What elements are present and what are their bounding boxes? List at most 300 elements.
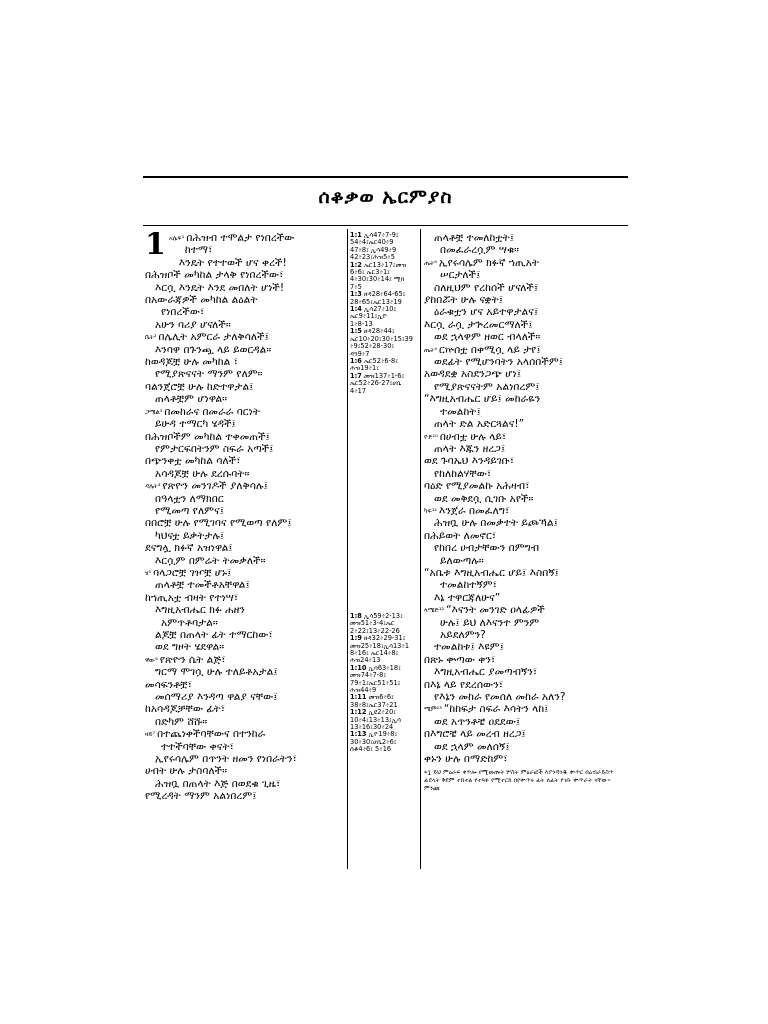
left-verse-line [145,765,345,777]
cross-reference-line [350,232,416,239]
right-verse-line [424,517,628,529]
verse-text: ወደፊት የሚሆንባትን አላሰበችም፤ [434,356,564,369]
verse-text: በመፈራረሷም ሣቁ። [440,244,520,257]
left-verse-line [145,331,345,343]
title-rule [143,225,628,226]
verse-text: ኢየሩሳሌም ክፉኛ ኀጢአት [438,256,540,269]
right-verse-line [424,257,628,269]
verse-text: ሁሉ፤ ይህ ለእናንተ ምንም [440,616,540,629]
left-verse-line [145,294,345,306]
verse-text: እኔ ተዋርጃለሁና” [434,591,501,604]
cross-reference-line [350,388,416,395]
cross-reference-line [350,731,416,738]
verse-text: አምጥቶባታል። [161,616,218,629]
cross-reference-text: መዝ51፥3-4፤ኤር [350,620,395,628]
verse-text: ተመልከት፤ [440,405,481,418]
cross-reference-text: 4፥30፤30፥14፤ ሚክ [350,276,405,284]
verse-text: የሚያጽናናትም አልነበረም፤ [434,380,540,393]
left-verse-line [145,716,345,728]
cross-reference-line [350,694,416,701]
verse-text: በጭንቀቷ መካከል ሳለች፣ [145,455,241,468]
verse-text: ይለውጣሉ። [440,554,484,567]
right-verse-line [424,306,628,318]
verse-text: መሳፍንቶቿ፣ [145,678,192,691]
verse-text: የነበረችው፣ [161,306,205,319]
cross-reference-line [350,665,416,672]
verse-text: ያከበሯት ሁሉ ናቋት፤ [424,294,504,307]
verse-text: እንባዋ በጉንጯ ላይ ይወርዳል። [155,343,272,356]
left-verse-line [145,641,345,653]
verse-text: በእኔ ላይ የደረሰውን፣ [424,678,504,691]
cross-reference-text: ዘዳ32፥29-31፤ [363,635,406,643]
cross-reference-text: ኢዮ19፥8፤ [368,731,398,739]
verse-text: መሰማሪያ እንዳጣ ዋልያ ናቸው፤ [155,691,278,704]
cross-reference-text: ኤር10፥20፤30፥15፤39 [350,335,413,343]
verse-text: እግዚአብሔር ያመጣብኝን፣ [434,666,538,679]
left-verse-line [145,753,345,765]
left-verse-line [145,778,345,790]
right-text-column [424,232,628,842]
cross-reference-line [350,336,416,343]
right-verse-line [424,393,628,405]
left-verse-line [145,654,345,666]
cross-reference-text: መዝ6፥6፤ [368,694,394,702]
cross-reference-text: 38፥8፤ኤር37፥21 [350,701,398,709]
verse-text: ይሁዳ ተማርካ ሄዳች፤ [155,418,236,431]
left-verse-line [145,368,345,380]
verse-text: በሕዝብ ተሞልታ የነበረችው [186,232,295,244]
right-verse-line [424,530,628,542]
verse-number: ዛይ⁷ [145,730,156,739]
left-verse-line [169,232,345,244]
book-title: ሰቆቃወ ኤርምያስ [318,186,453,208]
column-divider-right [420,229,421,869]
left-verse-line [145,691,345,703]
chapter-number: 1 [145,232,166,262]
cross-reference-line [350,351,416,358]
verse-text: ርኵሰቷ በቀሚሷ ላይ ታየ፤ [439,343,541,356]
verse-text: “እግዚአብሔር ሆይ፤ መከራዬን [424,393,541,406]
cross-reference-line [350,276,416,283]
right-verse-line [424,666,628,678]
verse-text: ወደ ጉባኤህ እንዳይገቡ፣ [424,455,515,468]
verse-text: ወደ ኋላዋም ዘወር ብላለች። [434,331,541,344]
verse-text: ሕዝቧ በጠላት እጅ በወደቁ ጊዜ፣ [155,777,281,790]
right-verse-line [424,641,628,653]
cross-reference-text: ኤር13፥17፤መዝ [363,261,407,269]
cross-reference-verse: 1:8 [350,612,362,620]
right-verse-line [424,468,628,480]
cross-refs-top [350,232,416,395]
left-verse-line [145,344,345,356]
cross-reference-verse: 1:11 [350,694,367,702]
verse-text: ኢየሩሳሌም በጥንት ዘመን የነበራትን፣ [155,753,297,766]
right-verse-line [424,319,628,331]
verse-number: ሄ⁵ [145,568,152,577]
cross-reference-text: 7፥5 [350,283,362,291]
verse-text: ደናግሏ ክፉኛ አዝነዋል፤ [145,542,233,555]
cross-reference-text: 13፥16፤30፥24 [350,724,394,732]
cross-reference-line [350,643,416,650]
verse-text: የሚያጽናናት ማንም የለም። [155,368,263,381]
cross-reference-text: 47፥8፤ ኢሳ49፥9 [350,246,397,254]
left-verse-line [145,579,345,591]
left-text-column [145,232,345,842]
cross-reference-text: 28፥65፤ኤር13፥19 [350,298,402,306]
verse-text: በሕዝቦችም መካከል ተቀመጠች፤ [145,430,270,443]
left-verse-line [145,356,345,368]
cross-reference-text: ሰቆ4፥6፤ 5፥16 [350,746,392,754]
right-verse-line [424,406,628,418]
cross-reference-line [350,380,416,387]
verse-text: በበሮቿ ሁሉ የሚገባና የሚወጣ የለም፤ [145,517,292,530]
cross-reference-verse: 1:2 [350,261,362,269]
verse-text: በመከራና በመራራ ባርነት [164,405,261,418]
verse-text: ከወዳጆቿ ሁሉ መካከል ፣ [145,356,238,369]
cross-reference-line [350,709,416,716]
cross-reference-text: 4፥17 [350,387,367,395]
cross-reference-line [350,358,416,365]
verse-text: ግርማ ሞገሷ ሁሉ ተለይቶአታል፤ [155,666,278,679]
verse-number: ዳሌት⁴ [145,482,161,491]
cross-reference-text: ኤር9፥11፤ኢዮ [350,313,388,321]
cross-reference-text: 79፥1፤ኤር51፥51፤ [350,679,401,687]
verse-number: ላሜድ¹² [424,606,445,615]
verse-text: እርሷም በምሬት ትመቃለች። [155,554,266,567]
cross-reference-line [350,717,416,724]
cross-reference-verse: 1:5 [350,328,362,336]
verse-text: ዕራቁቷን ሆና አይተዋታልና፤ [434,306,539,319]
cross-reference-line [350,373,416,380]
cross-reference-text: መዝ74፥7-8፤ [350,672,387,680]
left-verse-line [169,257,345,269]
right-verse-line [424,728,628,740]
left-verse-line [145,703,345,715]
verse-text: ተመልከቱ፤ እዩም፤ [434,641,504,654]
right-verse-line [424,282,628,294]
verse-text: ወደ ኋላም መለሰኝ፤ [434,740,510,753]
left-verse-line [145,517,345,529]
cross-reference-line [350,650,416,657]
left-verse-line [145,431,345,443]
right-verse-line [424,604,628,616]
cross-reference-line [350,239,416,246]
cross-reference-text: ኢሳ27፥10፤ [363,306,397,314]
verse-text: የጽዮን መንገዶች ያለቅሳሉ፤ [162,480,268,493]
right-verse-line [424,505,628,517]
cross-reference-line [350,724,416,731]
right-verse-line [424,368,628,380]
cross-reference-text: 8፥16፤ ኤር14፥8፤ [350,649,399,657]
cross-reference-line [350,254,416,261]
left-verse-line [145,282,345,294]
verse-text: የከበረ ሀብታቸውን በምግብ [434,542,540,555]
right-verse-lines [424,232,628,765]
left-verse-line [145,567,345,579]
cross-reference-text: ኢዩ2፥20፤ [368,709,397,717]
verse-text: ካህናቷ ይቃትታሉ፤ [155,529,225,542]
cross-reference-verse: 1:10 [350,664,367,672]
right-verse-line [424,567,628,579]
cross-reference-line [350,672,416,679]
right-verse-line [424,753,628,765]
verse-text: ሕዝቧ ሁሉ በመቃተት ይጮኻል፤ [434,517,558,530]
left-verse-line [145,480,345,492]
left-verse-line [145,542,345,554]
verse-number: ሜም¹³ [424,705,442,714]
cross-reference-text: ሕዝ19፥1፤ [350,365,379,373]
cross-reference-line [350,746,416,753]
verse-text: አሳዳጆቿ ሁሉ ደረሱባት። [155,467,250,480]
cross-reference-verse: 1:12 [350,709,367,717]
verse-number: ጤት⁹ [424,345,437,354]
cross-reference-line [350,343,416,350]
left-verse-line [145,741,345,753]
cross-reference-line [350,687,416,694]
cross-reference-line [350,739,416,746]
verse-text: ሠርታለች፤ [440,269,481,282]
left-verse-line [145,306,345,318]
cross-reference-line [350,620,416,627]
cross-reference-text: 1፥8-13 [350,320,373,328]
cross-reference-text: ፥9፤52፥28-30፤ [350,343,395,351]
top-rule [143,176,628,178]
left-verse-line [145,468,345,480]
right-verse-line [424,617,628,629]
verse-text: አሁን ባሪያ ሆናለች። [155,318,231,331]
verse-text: ጠላቶቿ ተመችቶአቸዋል፤ [155,579,250,592]
cross-reference-line [350,613,416,620]
verse-text: በሀብቷ ሁሉ ላይ፣ [439,430,507,443]
cross-reference-text: 30፥30፤ሆሴ2፥6፤ [350,738,397,746]
cross-refs-bottom [350,613,416,754]
cross-reference-text: መዝ137፥1-6፤ [363,372,405,380]
left-verse-line [145,555,345,567]
verse-text: በአውራጃዎች መካከል ልዕልት [145,294,258,307]
right-verse-line [424,418,628,430]
cross-reference-line [350,269,416,276]
cross-reference-verse: 1:4 [350,306,362,314]
verse-number: ዮድ¹⁰ [424,432,438,441]
right-verse-line [424,381,628,393]
right-verse-line [424,344,628,356]
cross-reference-text: ሕዝ44፥9 [350,687,377,694]
cross-reference-line [350,291,416,298]
verse-text: የሚረዳት ማንም አልነበረም፤ [145,790,257,803]
left-verse-line [145,455,345,467]
verse-text: በዓላቷን ለማክበር [155,492,224,505]
cross-reference-text: ሕዝ24፥13 [350,657,381,665]
cross-reference-text: 10፥4፤13፥13፤ኢሳ [350,716,402,724]
cross-reference-line [350,365,416,372]
verse-text: እርሷ ራሷ ታጕረመርማለች፤ [424,318,533,331]
cross-reference-line [350,328,416,335]
cross-reference-line [350,313,416,320]
cross-reference-verse: 1:1 [350,232,362,239]
cross-reference-text: ዘዳ28፥64-65፤ [363,291,406,299]
verse-text: ተተችባቸው ቀናት፣ [161,740,234,753]
verse-number: ቤት² [145,333,157,342]
verse-text: እግዚአብሔር ክፉ ሐዘን [155,604,245,617]
cross-reference-text: ዘዳ28፥44፤ [363,328,395,336]
cross-reference-line [350,299,416,306]
right-verse-line [424,579,628,591]
cross-reference-line [350,262,416,269]
right-verse-line [424,455,628,467]
verse-text: በሕይወት ለመኖር፣ [424,529,497,542]
verse-text: “ከከፍታ ስፍራ እሳትን ላከ፤ [443,703,549,716]
refs-spacer [350,395,416,613]
verse-text: የእኔን መከራ የመሰለ መከራ አለን? [434,691,566,704]
verse-text: በሌሊት አምርራ ታለቅሳለች፤ [158,331,269,344]
verse-number: ዋው⁶ [145,655,158,664]
right-verse-line [424,493,628,505]
column-divider-left [347,229,348,869]
footnote-text: ይህ ምዕራፍ ቀጥሎ የሚመጡት ሦስት ምዕራፎች እያንዳንዱ ቍጥር በዕብራይስጥ ፊደላት ቅደም ተከተል የተጻፉ የሚተርክ በየቍጥሩ ፊት ለፊት የገቡ ቍጥራት ናቸው። ምንጩ [424,769,614,793]
left-verse-line [145,679,345,691]
left-verse-line [145,505,345,517]
left-verse-line [145,728,345,740]
right-verse-line [424,244,628,256]
verse-text: ጠላት እጁን ዘረጋ፤ [434,442,506,455]
cross-reference-verse: 1:6 [350,357,362,365]
right-verse-line [424,679,628,691]
left-verse-line [145,604,345,616]
right-verse-line [424,232,628,244]
left-verse-line [145,493,345,505]
verse-number: አሌፍ¹ [168,234,185,242]
right-verse-line [424,691,628,703]
verse-text: እንጀራ በመፈለግ፣ [439,504,510,517]
cross-reference-line [350,635,416,642]
right-verse-line [424,741,628,753]
cross-reference-line [350,321,416,328]
verse-text: በተጨነቀችባቸውና በተንከራ [157,728,266,741]
right-verse-line [424,331,628,343]
verse-text: ወደ ግዞት ሄደዋል። [155,641,225,654]
cross-reference-text: 54፥4፤ኤር40፥9 [350,239,394,247]
left-verse-line [145,443,345,455]
cross-reference-text: ኢሳ63፥18፤ [368,664,401,672]
verse-number: ጋሜል³ [145,407,163,416]
footnote [424,769,628,793]
right-verse-line [424,716,628,728]
right-verse-line [424,629,628,641]
cross-reference-text: ኢሳ59፥2-13፤ [363,612,403,620]
right-verse-line [424,294,628,306]
verse-text: ከኀጢአቷ ብዛት የተነሣ፣ [145,591,239,604]
verse-text: እርሷ እንዴት እንደ መበለት ሆነች! [155,281,285,294]
verse-text: “እናንት መንገድ ዐላፊዎች [446,604,545,617]
verse-number: ካፍ¹¹ [424,506,438,515]
verse-text: ባልንጀሮቿ ሁሉ ከድተዋታል፤ [145,380,254,393]
left-verse-line [145,406,345,418]
left-verse-line [145,592,345,604]
right-verse-line [424,356,628,368]
right-verse-line [424,431,628,443]
left-verse-line [145,629,345,641]
right-verse-line [424,592,628,604]
right-verse-line [424,443,628,455]
verse-text: “አቤቱ እግዚአብሔር ሆይ፤ እስበኝ፤ [424,566,559,579]
cross-reference-line [350,247,416,254]
cross-reference-verse: 1:9 [350,635,362,643]
verse-number: ሔት⁸ [424,258,437,267]
verse-text: ተመልከተኝም፣ [440,579,497,592]
right-verse-line [424,269,628,281]
verse-text: ከአሳዳጆቻቸው ፊት፣ [145,703,226,716]
verse-text: በሕዝቦች መካከል ታላቅ የነበረችው፣ [145,269,284,282]
left-verse-line [145,530,345,542]
verse-text: የምታርፍበትንም ስፍራ አጣች፤ [155,442,274,455]
verse-text: ባላጋሮቿ ገዦቿ ሆኑ፤ [153,566,232,579]
left-verse-line [145,381,345,393]
verse-text: እንዴት የተተወች ሆና ቀረች! [178,256,287,269]
verse-text: ባዕድ የሚያመልኩ አሕዛብ፣ [424,480,530,493]
left-verse-line [169,244,345,256]
verse-text: ወደ አጥንቶቼ ዐደደው፤ [434,715,521,728]
cross-reference-text: ኤር52፥6-8፤ [363,357,398,365]
cross-reference-text: 42፥23፤ሕዝ5፥5 [350,254,395,262]
verse-text: ቀኑን ሁሉ በማድከም፣ [424,753,508,766]
left-verse-line [145,617,345,629]
left-verse-line [145,319,345,331]
left-verse-line [145,666,345,678]
verse-text: ጠላቶቿም ሆነዋል። [155,393,228,406]
verse-text: ስለዚህም የረከሰች ሆናለች፤ [434,281,539,294]
cross-reference-verse: 1:13 [350,731,367,739]
cross-reference-line [350,657,416,664]
cross-reference-verse: 1:3 [350,291,362,299]
left-verse-line [145,418,345,430]
left-verse-line [145,790,345,802]
cross-reference-text: ኤር52፥26-27፤ሆሴ [350,380,402,388]
verse-text: ጠላቶቿ ተመለከቷት፤ [434,232,515,244]
verse-text: በድካም ሸሹ። [155,715,208,728]
left-verse-lines [145,232,345,803]
verse-text: የከለከልሃቸው፣ [434,467,492,480]
right-verse-line [424,480,628,492]
right-verse-line [424,703,628,715]
verse-text: በእግሮቼ ላይ መረብ ዘረጋ፤ [424,728,526,741]
cross-reference-line [350,306,416,313]
cross-reference-text: ዳን9፥7 [350,350,370,358]
cross-reference-text: 2፥22፤13፥22-26 [350,627,400,635]
verse-text: ሀብት ሁሉ ታስባለች። [145,765,228,778]
verse-text: የጽዮን ሴት ልጅ፣ [159,653,226,666]
verse-text: ወደ መቅደሷ ሲገቡ አየች። [434,492,534,505]
verse-text: አይደለምን? [440,629,486,641]
verse-text: ልጆቿ በጠላት ፊት ተማርከው፣ [155,629,273,641]
cross-reference-line [350,628,416,635]
verse-text: አወዳደቋ አስደንጋጭ ሆነ፤ [424,368,522,381]
verse-text: ጠላት ድል አድርጓልና!” [434,418,525,431]
cross-reference-text: 6፥6፤ ኤር3፥1፤ [350,269,390,277]
footnote-number: *1 [424,769,432,778]
verse-text: የሚመጣ የለምና፤ [155,504,225,517]
cross-reference-line [350,680,416,687]
cross-reference-verse: 1:7 [350,372,362,380]
verse-text: በጽኑ ቍጣው ቀን፣ [424,653,496,666]
cross-reference-column [350,232,416,842]
cross-reference-line [350,284,416,291]
right-verse-line [424,555,628,567]
cross-reference-line [350,702,416,709]
cross-reference-text: መዝ25፥18፤ኢሳ13፥1 [350,642,410,650]
left-verse-line [145,393,345,405]
right-verse-line [424,654,628,666]
right-verse-line [424,542,628,554]
